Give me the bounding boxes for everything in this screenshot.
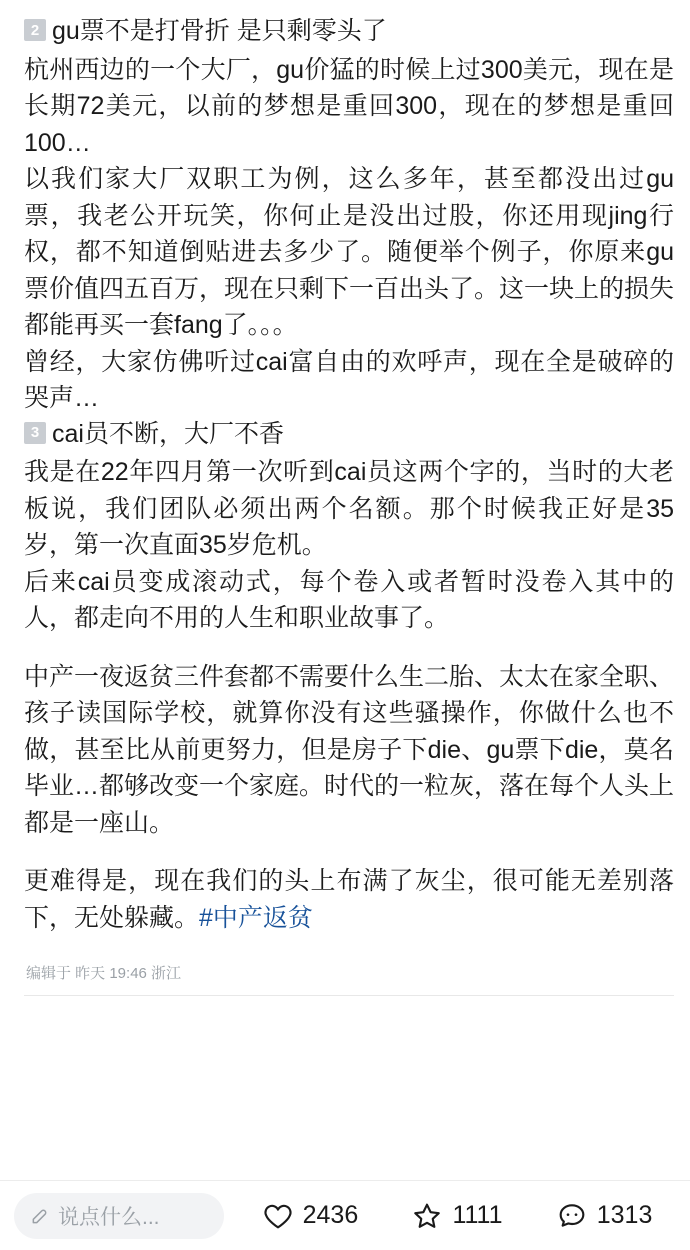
action-group (238, 1200, 676, 1232)
section-number-badge: 3 (24, 422, 46, 444)
section-heading-text: gu票不是打骨折 是只剩零头了 (52, 17, 387, 45)
closing-text: 更难得是，现在我们的头上布满了灰尘，很可能无差别落下，无处躲藏。 (24, 867, 674, 932)
like-button[interactable] (262, 1200, 359, 1232)
section-heading-2 (24, 14, 674, 50)
favorite-count: 1111 (452, 1201, 503, 1229)
paragraph: 以我们家大厂双职工为例，这么多年，甚至都没出过gu票，我老公开玩笑，你何止是没出过股，你还用现jing行权，都不知道倒贴进去多少了。随便举个例子，你原来gu票价值四五百万，现在只剩下一百出头了。这一块上的损失都能再买一套fang了。。。 (24, 165, 675, 339)
section-number-badge: 2 (24, 19, 46, 41)
pencil-icon (30, 1206, 50, 1226)
heart-icon (262, 1200, 294, 1232)
comment-input[interactable] (14, 1193, 224, 1239)
comment-count: 1313 (596, 1201, 653, 1229)
paragraph: 后来cai员变成滚动式，每个卷入或者暂时没卷入其中的人，都走向不用的人生和职业故事了。 (24, 567, 674, 632)
edit-meta: 编辑于 昨天 19:46 浙江 (26, 965, 182, 982)
section-heading-3 (24, 417, 674, 453)
star-icon (411, 1200, 443, 1232)
hashtag-link[interactable]: #中产返贫 (199, 903, 313, 932)
comment-button[interactable] (556, 1200, 653, 1232)
paragraph: 曾经，大家仿佛听过cai富自由的欢呼声，现在全是破碎的哭声… (24, 347, 674, 412)
paragraph: 我是在22年四月第一次听到cai员这两个字的，当时的大老板说，我们团队必须出两个名额。那个时候我正好是35岁，第一次直面35岁危机。 (24, 458, 674, 559)
comment-placeholder-text: 说点什么... (58, 1205, 160, 1229)
paragraph: 中产一夜返贫三件套都不需要什么生二胎、太太在家全职、孩子读国际学校，就算你没有这些骚操作，你做什么也不做，甚至比从前更努力，但是房子下die、gu票下die，莫名毕业…都够改变一个家庭。时代的一粒灰，落在每个人头上都是一座山。 (24, 662, 675, 837)
favorite-button[interactable] (411, 1200, 502, 1232)
like-count: 2436 (302, 1201, 359, 1229)
section-heading-text: cai员不断，大厂不香 (52, 419, 284, 448)
divider (24, 995, 674, 996)
comment-icon (556, 1200, 588, 1232)
paragraph: 杭州西边的一个大厂，gu价猛的时候上过300美元，现在是长期72美元，以前的梦想是重回300，现在的梦想是重回100… (24, 55, 674, 157)
closing-paragraph (24, 863, 674, 936)
bottom-action-bar (0, 1180, 690, 1250)
